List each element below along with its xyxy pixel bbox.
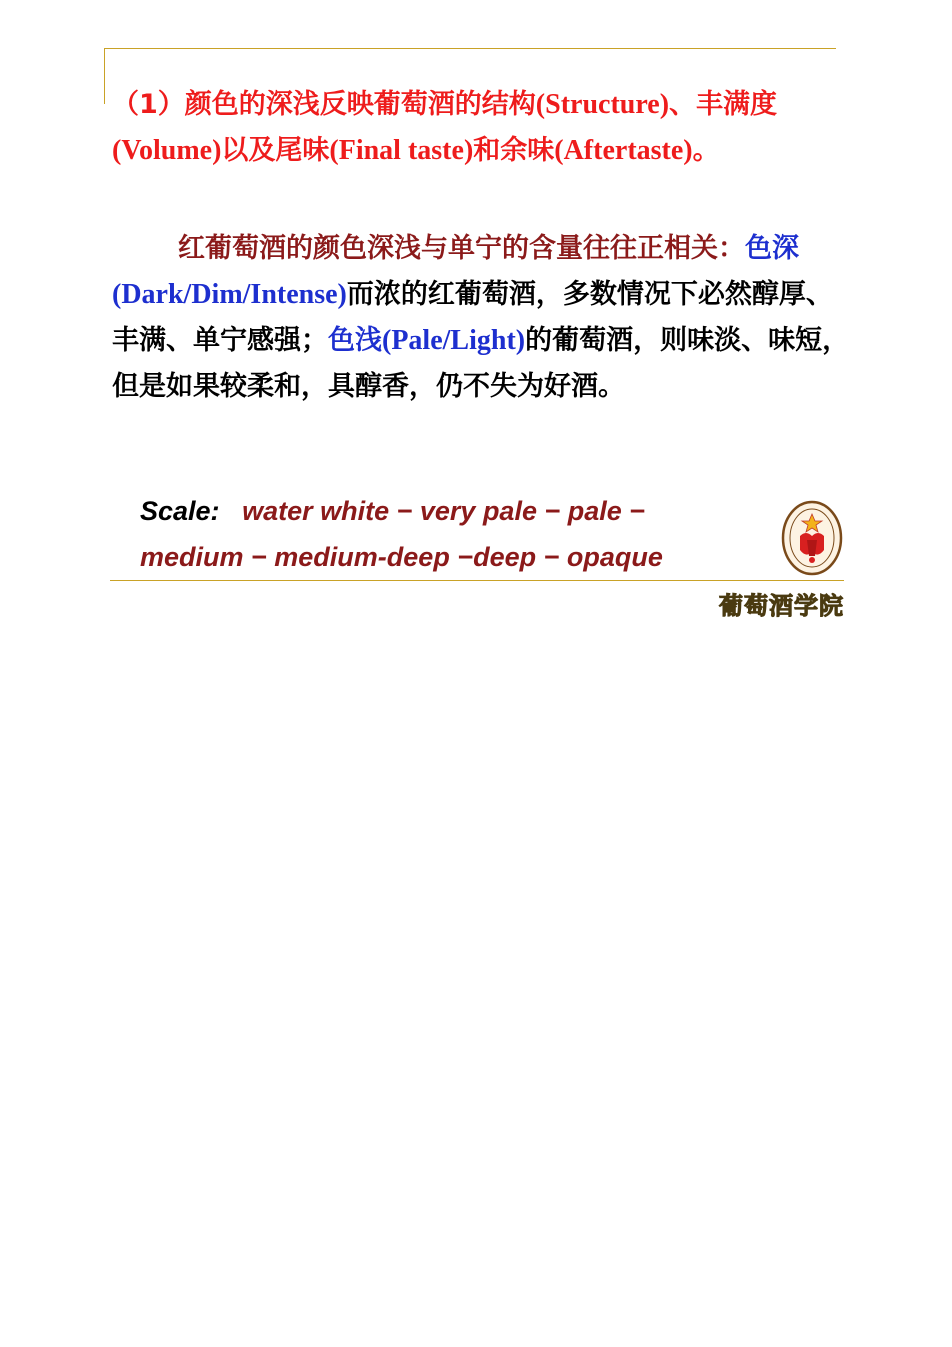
para1-volume: (Volume)	[112, 135, 222, 166]
para1-text-4: 和余味	[473, 135, 555, 166]
para1-text-5: 。	[692, 135, 720, 166]
para1-structure: (Structure)	[535, 89, 670, 120]
college-logo-emblem	[780, 500, 844, 576]
para2-pale-en: (Pale/Light)	[382, 325, 526, 356]
para2-pale-label: 色浅	[328, 325, 382, 356]
college-name: 葡萄酒学院	[719, 592, 844, 620]
para2-text-1: 红葡萄酒的颜色深浅与单宁的含量往往正相关：	[178, 233, 745, 264]
para1-text-3: 以及尾味	[221, 135, 330, 166]
scale-label: Scale:	[140, 496, 220, 526]
para2-dark-label: 色深	[745, 233, 799, 264]
left-rule	[104, 48, 105, 104]
bottom-rule	[110, 580, 844, 581]
paragraph-tannin	[112, 226, 852, 410]
scale-values-2: medium − medium-deep −deep − opaque	[140, 542, 663, 572]
para2-text-3: 的葡萄酒，则味淡、味短，但是如果较柔和，具醇香，仍不失为好酒。	[112, 325, 850, 402]
para1-aftertaste: (Aftertaste)	[554, 135, 693, 166]
scale-line-1	[140, 488, 780, 534]
top-rule	[104, 48, 836, 49]
scale-values-1: water white − very pale − pale −	[242, 496, 646, 526]
paragraph-structure	[112, 82, 832, 174]
para2-text-2: 而浓的红葡萄酒，多数情况下必然醇厚、丰满、单宁感强；	[112, 279, 833, 356]
para2-dark-en: (Dark/Dim/Intense)	[112, 279, 347, 310]
color-scale	[140, 488, 780, 580]
para1-text-2: 、丰满度	[669, 89, 778, 120]
para1-text-1: （1）颜色的深浅反映葡萄酒的结构	[112, 89, 536, 120]
para1-final-taste: (Final taste)	[329, 135, 474, 166]
